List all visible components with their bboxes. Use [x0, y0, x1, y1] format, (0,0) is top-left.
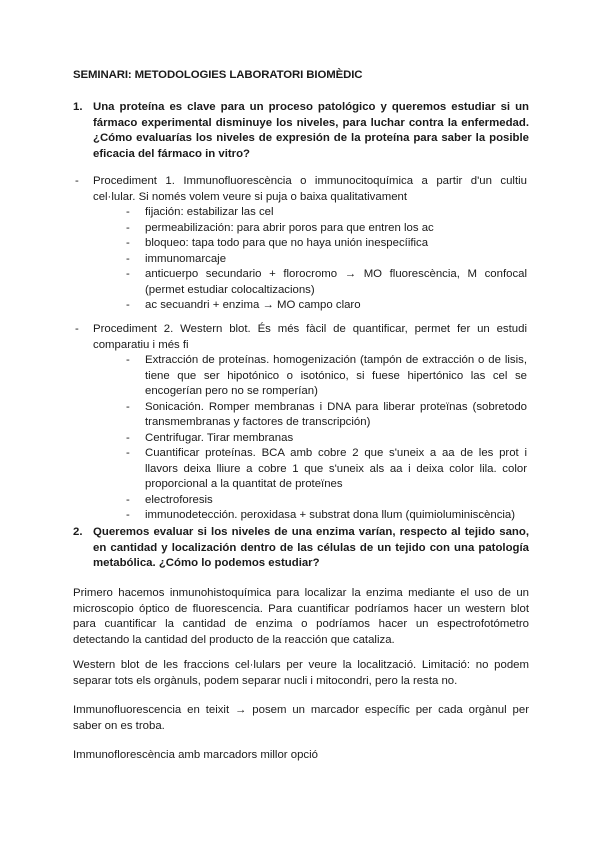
list-item: - anticuerpo secundario + florocromo → MO fluorescència, M confocal (permet estudiar colocaltizacions) — [126, 268, 527, 296]
list-item: - immunomarcaje — [126, 252, 227, 265]
procedure-1 — [75, 174, 527, 314]
answer-paragraph: Immunofluorescencia en teixit → posem un marcador específic per cada orgànul per saber on es troba. — [73, 704, 529, 732]
list-item: - Cuantificar proteínas. BCA amb cobre 2 que s'uneix a aa de les prot i llavors deixa lliure a cobre 1 que s'uneix als aa i deixa color lila. color proporcional a la quantitat de proteïnes — [126, 447, 527, 490]
list-item: - permeabilización: para abrir poros para que entren los ac — [126, 221, 434, 234]
procedure-2-steps — [126, 353, 527, 524]
question-1-number: 1. — [73, 101, 83, 113]
list-item: - bloqueo: tapa todo para que no haya unión inespecíifica — [126, 237, 429, 249]
procedure-2-intro: Procediment 2. Western blot. És més fàcil de quantificar, permet fer un estudi comparatiu i més fi — [93, 323, 527, 351]
list-item: - immunodetección. peroxidasa + substrat dona llum (quimioluminiscència) — [126, 509, 516, 521]
list-item: - fijación: estabilizar las cel — [126, 206, 274, 218]
answer-paragraph: Western blot de les fraccions cel·lulars per veure la localització. Limitació: no podem separar tots els orgànuls, podem separar nucli i mitocondri, pero la resta no. — [73, 659, 529, 687]
procedure-2 — [75, 322, 527, 524]
procedure-2-dash: - — [75, 323, 79, 335]
procedure-1-steps — [126, 205, 527, 314]
question-2 — [73, 525, 529, 572]
question-1-text: Una proteína es clave para un proceso patológico y queremos estudiar si un fármaco experimental disminuye los niveles, para luchar contra la enfermedad. ¿Cómo evaluarías los niveles de expresión de la proteína para saber la posible eficacia del fármaco in vitro? — [93, 101, 529, 160]
question-2-number: 2. — [73, 526, 83, 538]
document-title: SEMINARI: METODOLOGIES LABORATORI BIOMÈDIC — [73, 69, 363, 81]
list-item: - electroforesis — [126, 493, 213, 506]
list-item: - Extracción de proteínas. homogenización (tampón de extracción o de lisis, tiene que ser hipotónico o isotónico, si fuese hipertónico las cel se encogerían pero no se romperían) — [126, 354, 527, 397]
list-item: - ac secuandri + enzima → MO campo claro — [126, 299, 361, 311]
answer-paragraph: Immunoflorescència amb marcadors millor opció — [73, 749, 318, 761]
procedure-1-dash: - — [75, 175, 79, 187]
list-item: - Sonicación. Romper membranas i DNA para liberar proteïnas (sobretodo transmembranas y factores de transcripción) — [126, 400, 527, 428]
question-2-text: Queremos evaluar si los niveles de una enzima varían, respecto al tejido sano, en cantidad y localización dentro de las células de un tejido con una patología metabólica. ¿Cómo lo podemos estudiar? — [93, 526, 529, 569]
list-item: - Centrifugar. Tirar membranas — [126, 431, 294, 444]
procedure-1-intro: Procediment 1. Immunofluorescència o immunocitoquímica a partir d'un cultiu cel·lular. Si només volem veure si puja o baixa qualitativament — [93, 175, 527, 203]
answer-paragraph: Primero hacemos inmunohistoquímica para localizar la enzima mediante el uso de un microscopio óptico de fluorescencia. Para cuantificar podríamos hacer un western blot para cuantificar la cantidad de enzima o podríamos hacer un espectrofotómetro detectando la cantidad del producto de la reacción que cataliza. — [73, 587, 529, 646]
question-1 — [73, 100, 529, 162]
